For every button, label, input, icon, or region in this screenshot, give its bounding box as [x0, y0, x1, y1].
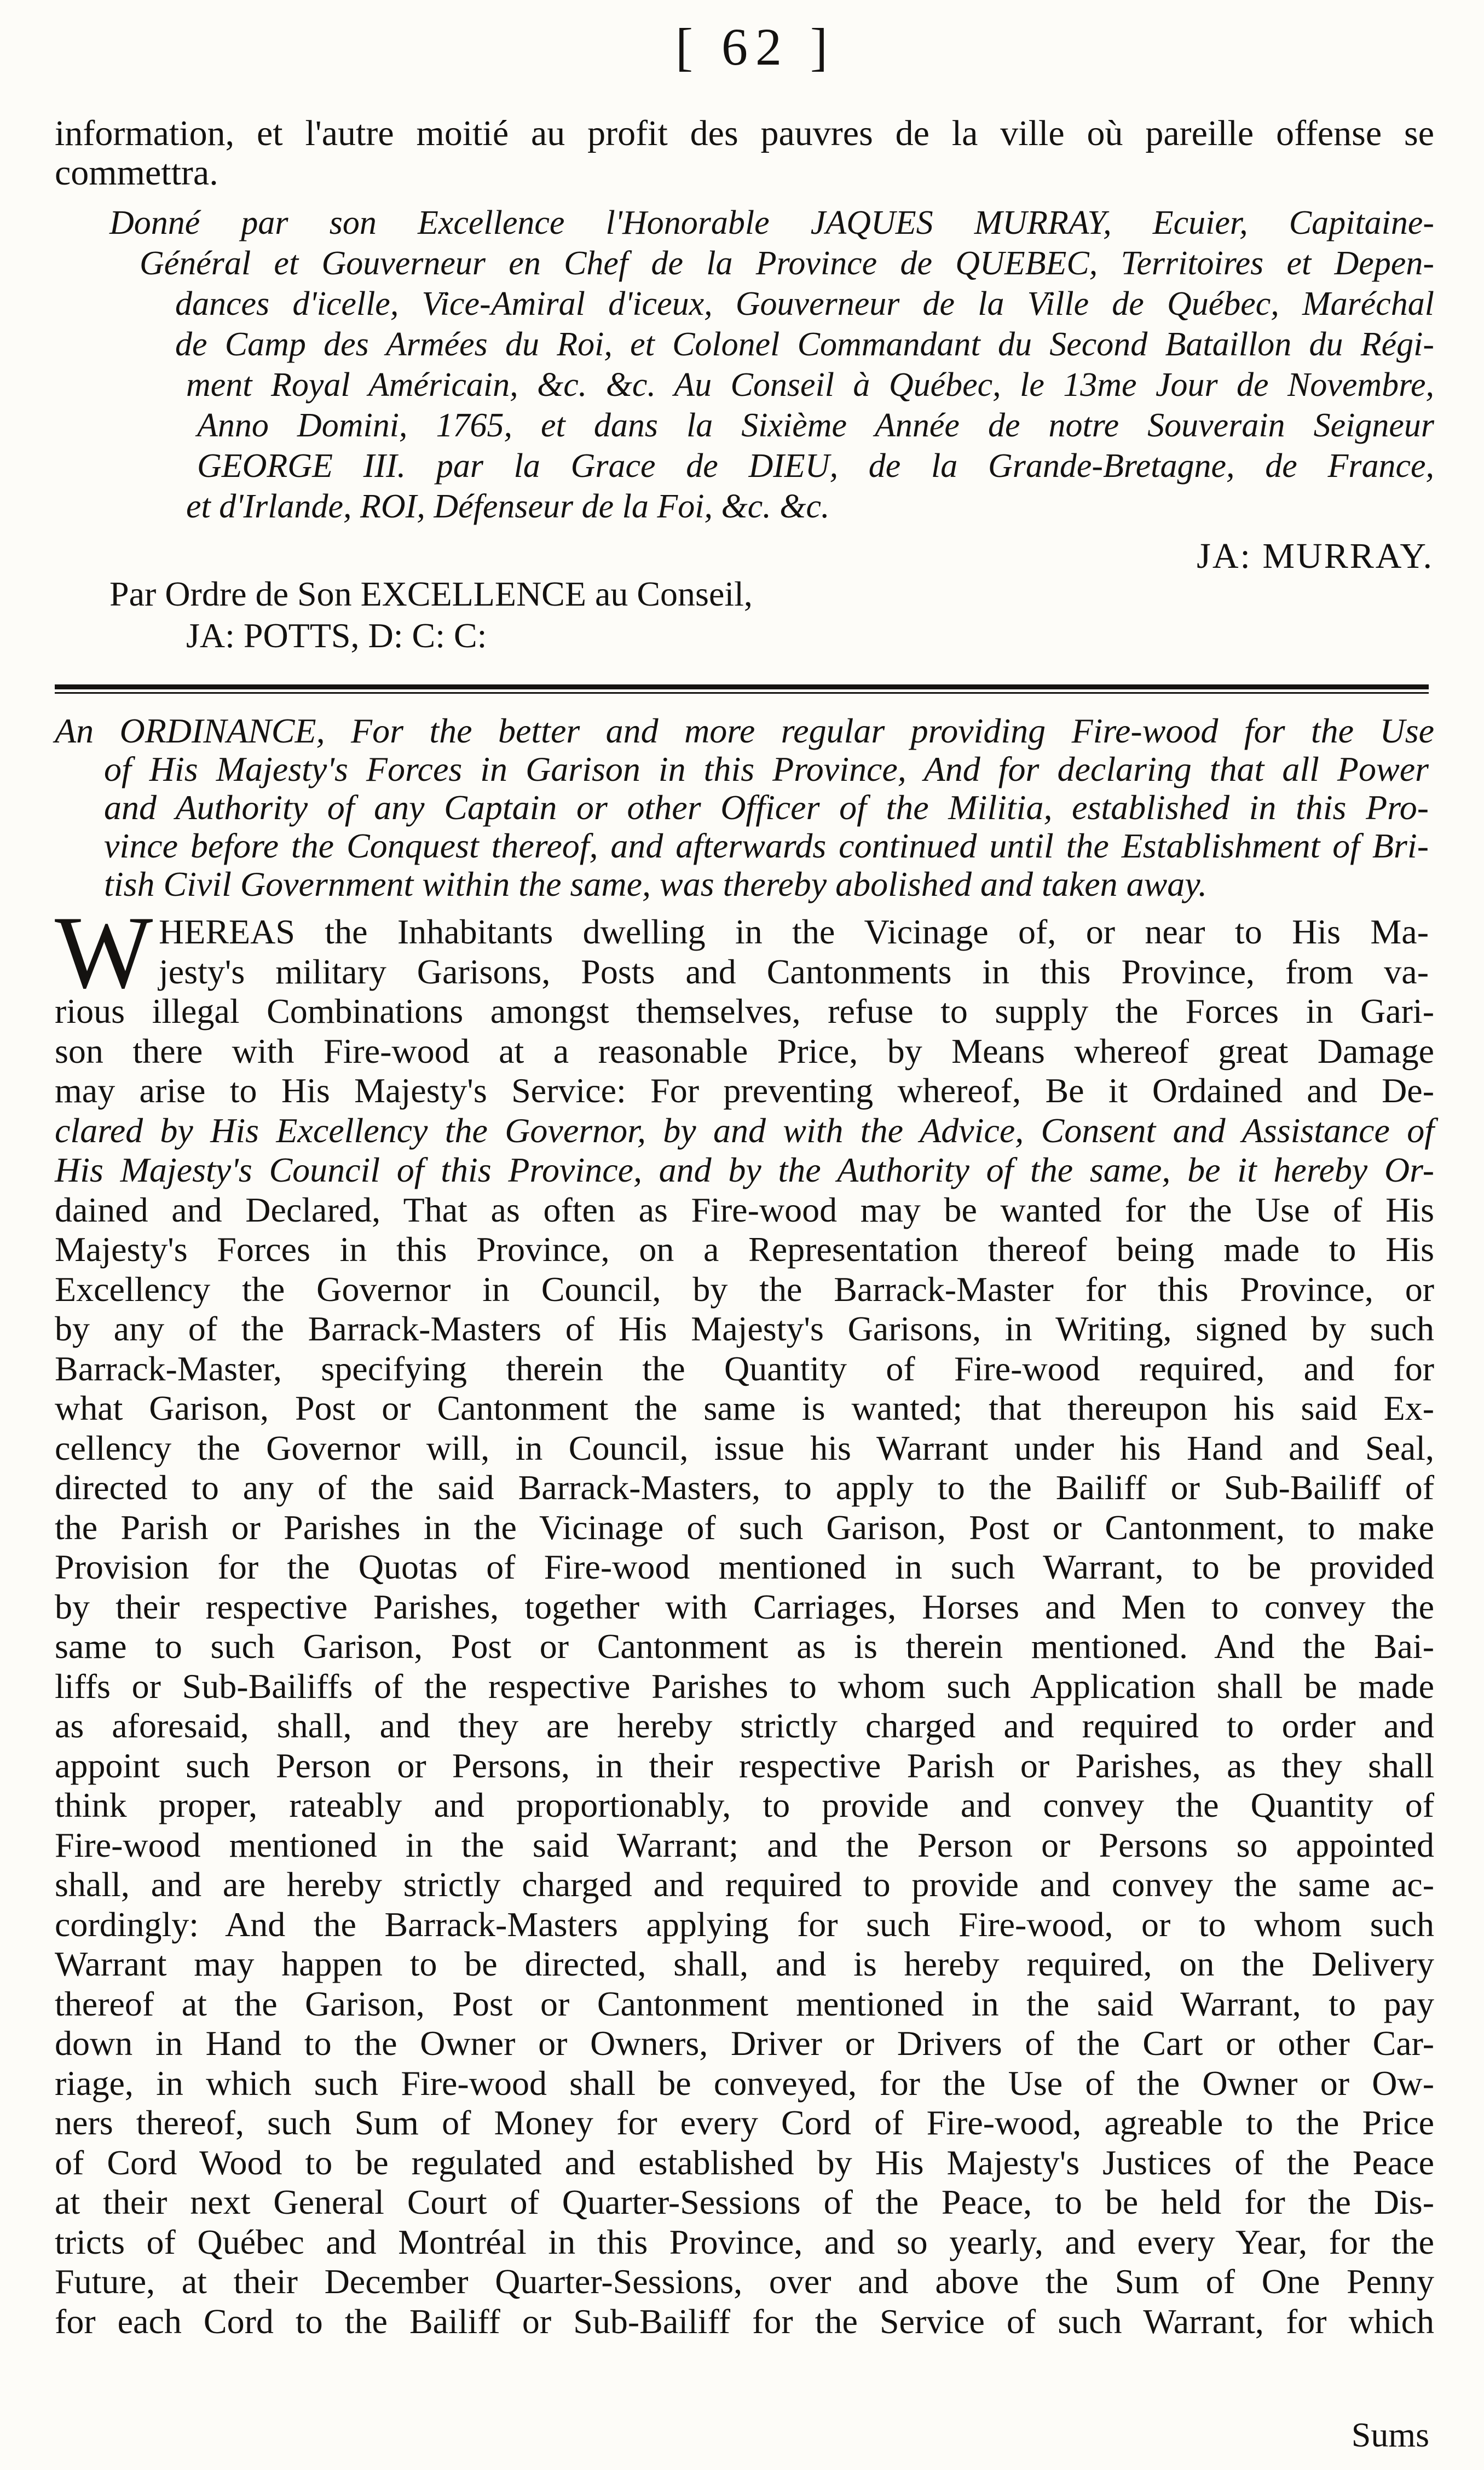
- body-line: Majesty's Forces in this Province, on a Representation thereof being made to His: [55, 1230, 1434, 1269]
- secretary-signature: JA: POTTS, D: C: C:: [186, 616, 487, 655]
- catchword: Sums: [1351, 2415, 1429, 2454]
- given-line: dances d'icelle, Vice-Amiral d'iceux, Gouverneur de la Ville de Québec, Maréchal: [175, 285, 1434, 323]
- body-line: as aforesaid, shall, and they are hereby strictly charged and required to order and: [55, 1706, 1434, 1745]
- ordinance-title: [55, 712, 1434, 903]
- body-line: of Cord Wood to be regulated and established by His Majesty's Justices of the Peace: [55, 2143, 1434, 2182]
- body-line: Fire-wood mentioned in the said Warrant; and the Person or Persons so appointed: [55, 1825, 1434, 1864]
- body-line: Excellency the Governor in Council, by the Barrack-Master for this Province, or: [55, 1269, 1434, 1309]
- intro-line: commettra.: [55, 153, 218, 193]
- page-number: [ 62 ]: [675, 18, 835, 76]
- given-line: Général et Gouverneur en Chef de la Province de QUEBEC, Territoires et Depen-: [140, 245, 1434, 282]
- body-line: may arise to His Majesty's Service: For preventing whereof, Be it Ordained and De-: [55, 1071, 1434, 1110]
- given-line: GEORGE III. par la Grace de DIEU, de la Grande-Bretagne, de France,: [197, 447, 1434, 485]
- body-line: ners thereof, such Sum of Money for every Cord of Fire-wood, agreable to the Price: [55, 2103, 1434, 2142]
- given-line: ment Royal Américain, &c. &c. Au Conseil à Québec, le 13me Jour de Novembre,: [186, 366, 1434, 404]
- title-line: vince before the Conquest thereof, and afterwards continued until the Establishment of Bri-: [104, 826, 1429, 865]
- thin-rule: [55, 692, 1429, 694]
- body-line: son there with Fire-wood at a reasonable Price, by Means whereof great Damage: [55, 1031, 1434, 1070]
- body-line: jesty's military Garisons, Posts and Cantonments in this Province, from va-: [159, 952, 1429, 991]
- title-line: of His Majesty's Forces in Garison in this Province, And for declaring that all Power: [104, 750, 1429, 788]
- given-line: Donné par son Excellence l'Honorable JAQUES MURRAY, Ecuier, Capitaine-: [109, 204, 1434, 241]
- body-line: appoint such Person or Persons, in their respective Parish or Parishes, as they shall: [55, 1746, 1434, 1785]
- intro-paragraph: [55, 114, 1434, 193]
- thick-rule: [55, 684, 1429, 689]
- body-line: what Garison, Post or Cantonment the same is wanted; that thereupon his said Ex-: [55, 1389, 1434, 1427]
- body-line: for each Cord to the Bailiff or Sub-Bailiff for the Service of such Warrant, for which: [55, 2301, 1434, 2341]
- body-line: liffs or Sub-Bailiffs of the respective Parishes to whom such Application shall be made: [55, 1666, 1434, 1706]
- governor-signature: JA: MURRAY.: [1197, 536, 1434, 576]
- body-line: cellency the Governor will, in Council, issue his Warrant under his Hand and Seal,: [55, 1428, 1434, 1467]
- body-line: shall, and are hereby strictly charged and required to provide and convey the same ac-: [55, 1865, 1434, 1904]
- body-line: by their respective Parishes, together with Carriages, Horses and Men to convey the: [55, 1587, 1434, 1626]
- body-line: His Majesty's Council of this Province, and by the Authority of the same, be it hereby Or-: [55, 1150, 1434, 1189]
- body-line: at their next General Court of Quarter-Sessions of the Peace, to be held for the Dis-: [55, 2183, 1434, 2221]
- title-line: tish Civil Government within the same, was thereby abolished and taken away.: [104, 865, 1208, 903]
- given-line: et d'Irlande, ROI, Défenseur de la Foi, &c. &c.: [186, 488, 830, 525]
- body-line: same to such Garison, Post or Cantonment as is therein mentioned. And the Bai-: [55, 1627, 1434, 1666]
- body-line: directed to any of the said Barrack-Masters, to apply to the Bailiff or Sub-Bailiff of: [55, 1468, 1434, 1507]
- body-line: think proper, rateably and proportionably, to provide and convey the Quantity of: [55, 1786, 1434, 1824]
- body-line: riage, in which such Fire-wood shall be conveyed, for the Use of the Owner or Ow-: [55, 2063, 1434, 2103]
- body-line: cordingly: And the Barrack-Masters applying for such Fire-wood, or to whom such: [55, 1904, 1434, 1944]
- title-line: An ORDINANCE, For the better and more regular providing Fire-wood for the Use: [55, 711, 1434, 750]
- given-line: de Camp des Armées du Roi, et Colonel Commandant du Second Bataillon du Régi-: [175, 326, 1434, 363]
- body-line: HEREAS the Inhabitants dwelling in the Vicinage of, or near to His Ma-: [159, 912, 1429, 951]
- intro-line: information, et l'autre moitié au profit des pauvres de la ville où pareille offense se: [55, 113, 1434, 153]
- body-line: the Parish or Parishes in the Vicinage of such Garison, Post or Cantonment, to make: [55, 1507, 1434, 1547]
- body-line: Provision for the Quotas of Fire-wood mentioned in such Warrant, to be provided: [55, 1547, 1434, 1586]
- given-line: Anno Domini, 1765, et dans la Sixième Année de notre Souverain Seigneur: [197, 407, 1434, 444]
- body-line: tricts of Québec and Montréal in this Province, and so yearly, and every Year, for the: [55, 2222, 1434, 2261]
- given-by-clause: [55, 203, 1434, 527]
- body-line: Barrack-Master, specifying therein the Quantity of Fire-wood required, and for: [55, 1349, 1434, 1388]
- body-line: rious illegal Combinations amongst themselves, refuse to supply the Forces in Gari-: [55, 992, 1434, 1030]
- body-line: by any of the Barrack-Masters of His Majesty's Garisons, in Writing, signed by such: [55, 1309, 1434, 1348]
- body-line: clared by His Excellency the Governor, by and with the Advice, Consent and Assistance of: [55, 1110, 1434, 1150]
- ordinance-body: [55, 912, 1434, 2341]
- order-line: Par Ordre de Son EXCELLENCE au Conseil,: [109, 574, 753, 613]
- body-line: Future, at their December Quarter-Sessions, over and above the Sum of One Penny: [55, 2262, 1434, 2301]
- body-line: Warrant may happen to be directed, shall, and is hereby required, on the Delivery: [55, 1944, 1434, 1983]
- body-line: thereof at the Garison, Post or Cantonment mentioned in the said Warrant, to pay: [55, 1984, 1434, 2023]
- body-line: dained and Declared, That as often as Fire-wood may be wanted for the Use of His: [55, 1190, 1434, 1229]
- title-line: and Authority of any Captain or other Officer of the Militia, established in this Pro-: [104, 788, 1429, 827]
- drop-cap: W: [55, 895, 153, 1010]
- body-line: down in Hand to the Owner or Owners, Driver or Drivers of the Cart or other Car-: [55, 2024, 1434, 2063]
